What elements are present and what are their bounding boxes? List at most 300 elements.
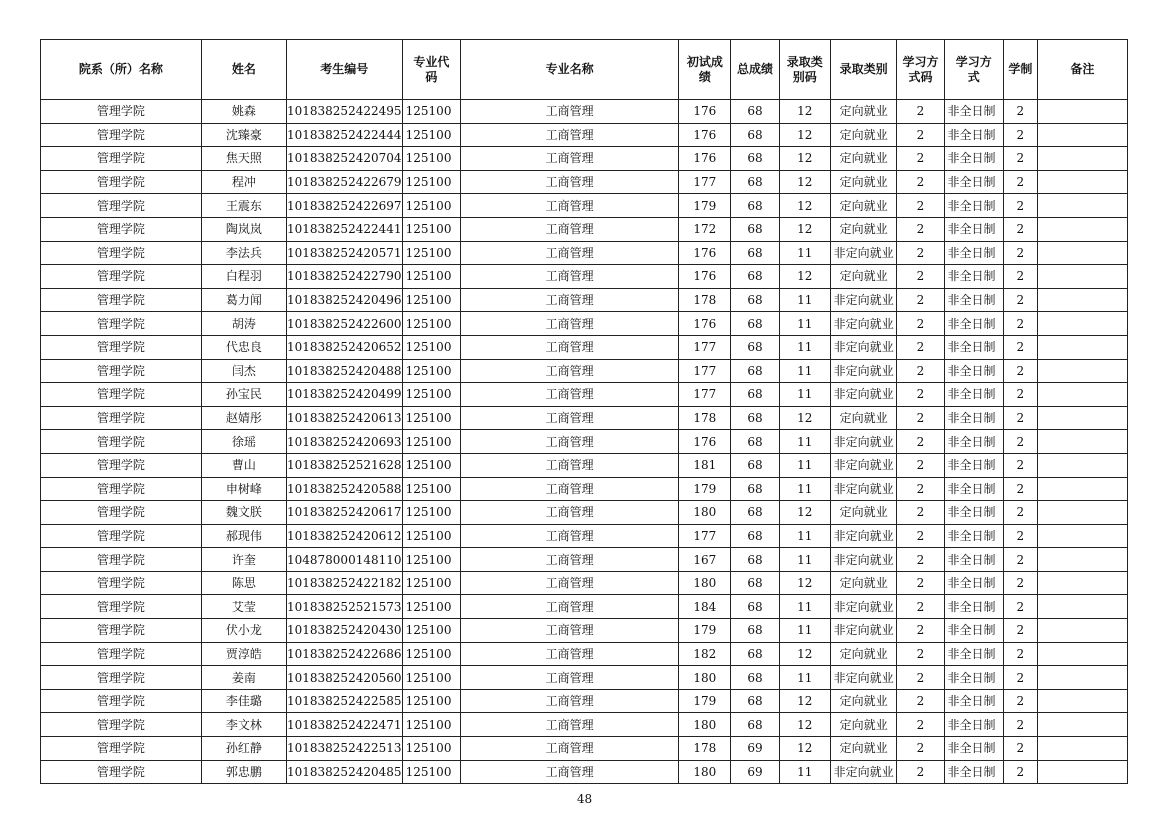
cell-years: 2 <box>1003 194 1037 218</box>
cell-initial-score: 178 <box>679 406 731 430</box>
cell-study-code: 2 <box>897 359 944 383</box>
cell-study-code: 2 <box>897 383 944 407</box>
cell-study-code: 2 <box>897 288 944 312</box>
cell-name: 姚森 <box>201 100 286 124</box>
cell-study-mode: 非全日制 <box>944 595 1003 619</box>
table-row <box>41 194 1128 218</box>
cell-study-mode: 非全日制 <box>944 241 1003 265</box>
cell-major-name: 工商管理 <box>461 501 679 525</box>
cell-study-mode: 非全日制 <box>944 501 1003 525</box>
cell-name: 徐瑶 <box>201 430 286 454</box>
cell-dept: 管理学院 <box>41 595 202 619</box>
cell-admit-code: 11 <box>779 666 830 690</box>
cell-exam-id: 101838252420704 <box>286 147 402 171</box>
cell-dept: 管理学院 <box>41 123 202 147</box>
cell-major-name: 工商管理 <box>461 383 679 407</box>
cell-study-code: 2 <box>897 241 944 265</box>
cell-study-mode: 非全日制 <box>944 147 1003 171</box>
table-row <box>41 430 1128 454</box>
cell-study-code: 2 <box>897 501 944 525</box>
cell-note <box>1037 359 1127 383</box>
cell-years: 2 <box>1003 453 1037 477</box>
cell-total-score: 68 <box>731 595 779 619</box>
table-row <box>41 123 1128 147</box>
cell-major-name: 工商管理 <box>461 217 679 241</box>
cell-dept: 管理学院 <box>41 619 202 643</box>
cell-major-code: 125100 <box>402 123 460 147</box>
cell-name: 艾莹 <box>201 595 286 619</box>
cell-exam-id: 101838252422444 <box>286 123 402 147</box>
cell-admit-code: 11 <box>779 595 830 619</box>
cell-admit-code: 12 <box>779 265 830 289</box>
cell-dept: 管理学院 <box>41 100 202 124</box>
cell-admit-type: 定向就业 <box>830 217 897 241</box>
cell-exam-id: 101838252420588 <box>286 477 402 501</box>
cell-years: 2 <box>1003 312 1037 336</box>
cell-name: 郝现伟 <box>201 524 286 548</box>
cell-study-mode: 非全日制 <box>944 666 1003 690</box>
cell-exam-id: 101838252420613 <box>286 406 402 430</box>
cell-study-code: 2 <box>897 666 944 690</box>
cell-initial-score: 176 <box>679 430 731 454</box>
cell-admit-type: 非定向就业 <box>830 548 897 572</box>
cell-note <box>1037 524 1127 548</box>
cell-admit-type: 非定向就业 <box>830 760 897 784</box>
cell-years: 2 <box>1003 619 1037 643</box>
cell-note <box>1037 241 1127 265</box>
table-row <box>41 501 1128 525</box>
cell-note <box>1037 312 1127 336</box>
cell-major-code: 125100 <box>402 312 460 336</box>
cell-major-name: 工商管理 <box>461 571 679 595</box>
cell-major-name: 工商管理 <box>461 288 679 312</box>
cell-major-name: 工商管理 <box>461 123 679 147</box>
cell-years: 2 <box>1003 335 1037 359</box>
cell-exam-id: 101838252420499 <box>286 383 402 407</box>
cell-exam-id: 101838252422182 <box>286 571 402 595</box>
cell-name: 李法兵 <box>201 241 286 265</box>
table-row <box>41 689 1128 713</box>
cell-study-code: 2 <box>897 217 944 241</box>
cell-dept: 管理学院 <box>41 713 202 737</box>
cell-dept: 管理学院 <box>41 406 202 430</box>
table-row <box>41 453 1128 477</box>
cell-note <box>1037 194 1127 218</box>
table-row <box>41 170 1128 194</box>
cell-admit-code: 12 <box>779 642 830 666</box>
cell-note <box>1037 595 1127 619</box>
cell-major-code: 125100 <box>402 217 460 241</box>
cell-admit-type: 非定向就业 <box>830 383 897 407</box>
cell-major-name: 工商管理 <box>461 312 679 336</box>
header-admit-type: 录取类别 <box>830 40 897 100</box>
cell-dept: 管理学院 <box>41 170 202 194</box>
cell-initial-score: 176 <box>679 147 731 171</box>
cell-years: 2 <box>1003 123 1037 147</box>
cell-total-score: 68 <box>731 194 779 218</box>
cell-total-score: 68 <box>731 453 779 477</box>
cell-years: 2 <box>1003 501 1037 525</box>
cell-major-code: 125100 <box>402 713 460 737</box>
cell-total-score: 68 <box>731 312 779 336</box>
cell-total-score: 68 <box>731 689 779 713</box>
cell-dept: 管理学院 <box>41 430 202 454</box>
cell-major-name: 工商管理 <box>461 760 679 784</box>
cell-study-code: 2 <box>897 430 944 454</box>
cell-study-code: 2 <box>897 477 944 501</box>
cell-admit-code: 12 <box>779 737 830 761</box>
cell-name: 赵婧彤 <box>201 406 286 430</box>
cell-name: 孙红静 <box>201 737 286 761</box>
cell-study-mode: 非全日制 <box>944 123 1003 147</box>
cell-years: 2 <box>1003 548 1037 572</box>
cell-initial-score: 181 <box>679 453 731 477</box>
header-admit-code: 录取类别码 <box>779 40 830 100</box>
cell-study-code: 2 <box>897 453 944 477</box>
cell-admit-type: 定向就业 <box>830 194 897 218</box>
cell-admit-type: 定向就业 <box>830 406 897 430</box>
cell-initial-score: 180 <box>679 666 731 690</box>
cell-admit-type: 定向就业 <box>830 689 897 713</box>
cell-admit-code: 11 <box>779 430 830 454</box>
table-row <box>41 217 1128 241</box>
cell-study-mode: 非全日制 <box>944 477 1003 501</box>
cell-name: 姜南 <box>201 666 286 690</box>
cell-study-mode: 非全日制 <box>944 100 1003 124</box>
cell-admit-code: 12 <box>779 713 830 737</box>
cell-admit-type: 定向就业 <box>830 713 897 737</box>
cell-name: 胡涛 <box>201 312 286 336</box>
table-row <box>41 713 1128 737</box>
cell-major-code: 125100 <box>402 194 460 218</box>
cell-major-code: 125100 <box>402 288 460 312</box>
cell-initial-score: 176 <box>679 312 731 336</box>
cell-years: 2 <box>1003 642 1037 666</box>
cell-dept: 管理学院 <box>41 571 202 595</box>
table-row <box>41 406 1128 430</box>
cell-initial-score: 177 <box>679 170 731 194</box>
cell-admit-type: 非定向就业 <box>830 335 897 359</box>
cell-note <box>1037 217 1127 241</box>
cell-admit-code: 11 <box>779 524 830 548</box>
cell-admit-type: 定向就业 <box>830 571 897 595</box>
cell-name: 孙宝民 <box>201 383 286 407</box>
cell-study-mode: 非全日制 <box>944 312 1003 336</box>
cell-total-score: 68 <box>731 288 779 312</box>
cell-initial-score: 177 <box>679 524 731 548</box>
cell-study-mode: 非全日制 <box>944 383 1003 407</box>
cell-exam-id: 101838252420430 <box>286 619 402 643</box>
cell-years: 2 <box>1003 713 1037 737</box>
cell-major-name: 工商管理 <box>461 524 679 548</box>
cell-exam-id: 101838252420496 <box>286 288 402 312</box>
cell-note <box>1037 100 1127 124</box>
cell-study-code: 2 <box>897 595 944 619</box>
cell-name: 白程羽 <box>201 265 286 289</box>
cell-note <box>1037 689 1127 713</box>
cell-years: 2 <box>1003 430 1037 454</box>
cell-exam-id: 101838252420571 <box>286 241 402 265</box>
cell-study-code: 2 <box>897 170 944 194</box>
cell-note <box>1037 406 1127 430</box>
cell-note <box>1037 501 1127 525</box>
header-major-name: 专业名称 <box>461 40 679 100</box>
cell-study-code: 2 <box>897 524 944 548</box>
cell-years: 2 <box>1003 689 1037 713</box>
cell-total-score: 68 <box>731 666 779 690</box>
cell-dept: 管理学院 <box>41 666 202 690</box>
cell-study-mode: 非全日制 <box>944 524 1003 548</box>
cell-years: 2 <box>1003 359 1037 383</box>
cell-initial-score: 176 <box>679 100 731 124</box>
cell-study-mode: 非全日制 <box>944 642 1003 666</box>
header-exam-id: 考生编号 <box>286 40 402 100</box>
cell-admit-code: 12 <box>779 194 830 218</box>
cell-name: 代忠良 <box>201 335 286 359</box>
table-row <box>41 548 1128 572</box>
cell-major-name: 工商管理 <box>461 359 679 383</box>
cell-study-code: 2 <box>897 265 944 289</box>
cell-major-code: 125100 <box>402 595 460 619</box>
table-row <box>41 571 1128 595</box>
cell-name: 许奎 <box>201 548 286 572</box>
cell-dept: 管理学院 <box>41 217 202 241</box>
cell-study-mode: 非全日制 <box>944 430 1003 454</box>
cell-total-score: 68 <box>731 548 779 572</box>
cell-initial-score: 178 <box>679 737 731 761</box>
cell-admit-code: 12 <box>779 123 830 147</box>
cell-dept: 管理学院 <box>41 689 202 713</box>
cell-exam-id: 101838252420488 <box>286 359 402 383</box>
cell-admit-code: 11 <box>779 619 830 643</box>
cell-admit-code: 11 <box>779 359 830 383</box>
cell-admit-type: 非定向就业 <box>830 595 897 619</box>
cell-name: 郭忠鹏 <box>201 760 286 784</box>
header-study-mode: 学习方式 <box>944 40 1003 100</box>
cell-total-score: 68 <box>731 265 779 289</box>
cell-exam-id: 101838252422513 <box>286 737 402 761</box>
cell-name: 李佳璐 <box>201 689 286 713</box>
cell-dept: 管理学院 <box>41 241 202 265</box>
cell-name: 魏文朕 <box>201 501 286 525</box>
cell-admit-type: 非定向就业 <box>830 666 897 690</box>
cell-initial-score: 172 <box>679 217 731 241</box>
cell-initial-score: 177 <box>679 335 731 359</box>
cell-years: 2 <box>1003 477 1037 501</box>
cell-admit-code: 12 <box>779 689 830 713</box>
cell-dept: 管理学院 <box>41 147 202 171</box>
table-row <box>41 359 1128 383</box>
cell-name: 申树峰 <box>201 477 286 501</box>
cell-exam-id: 101838252422697 <box>286 194 402 218</box>
cell-admit-type: 定向就业 <box>830 642 897 666</box>
cell-study-mode: 非全日制 <box>944 217 1003 241</box>
cell-admit-code: 11 <box>779 312 830 336</box>
cell-admit-type: 定向就业 <box>830 265 897 289</box>
header-major-code: 专业代码 <box>402 40 460 100</box>
cell-dept: 管理学院 <box>41 477 202 501</box>
cell-admit-code: 12 <box>779 571 830 595</box>
cell-total-score: 68 <box>731 477 779 501</box>
cell-study-mode: 非全日制 <box>944 760 1003 784</box>
cell-study-mode: 非全日制 <box>944 194 1003 218</box>
cell-admit-type: 定向就业 <box>830 100 897 124</box>
cell-note <box>1037 619 1127 643</box>
cell-dept: 管理学院 <box>41 288 202 312</box>
cell-total-score: 68 <box>731 170 779 194</box>
cell-years: 2 <box>1003 265 1037 289</box>
cell-major-code: 125100 <box>402 359 460 383</box>
cell-note <box>1037 737 1127 761</box>
table-header <box>41 40 1128 100</box>
cell-note <box>1037 453 1127 477</box>
cell-total-score: 68 <box>731 335 779 359</box>
cell-major-name: 工商管理 <box>461 642 679 666</box>
header-note: 备注 <box>1037 40 1127 100</box>
cell-total-score: 68 <box>731 123 779 147</box>
table-row <box>41 147 1128 171</box>
cell-note <box>1037 571 1127 595</box>
cell-major-code: 125100 <box>402 737 460 761</box>
cell-total-score: 68 <box>731 430 779 454</box>
cell-initial-score: 176 <box>679 265 731 289</box>
cell-name: 贾淳皓 <box>201 642 286 666</box>
cell-study-mode: 非全日制 <box>944 689 1003 713</box>
cell-note <box>1037 477 1127 501</box>
cell-years: 2 <box>1003 288 1037 312</box>
cell-years: 2 <box>1003 217 1037 241</box>
cell-exam-id: 101838252521573 <box>286 595 402 619</box>
cell-study-mode: 非全日制 <box>944 265 1003 289</box>
table-row <box>41 524 1128 548</box>
header-years: 学制 <box>1003 40 1037 100</box>
cell-study-mode: 非全日制 <box>944 713 1003 737</box>
cell-study-mode: 非全日制 <box>944 335 1003 359</box>
cell-study-code: 2 <box>897 642 944 666</box>
cell-exam-id: 101838252422686 <box>286 642 402 666</box>
cell-major-name: 工商管理 <box>461 453 679 477</box>
cell-major-code: 125100 <box>402 760 460 784</box>
cell-total-score: 69 <box>731 737 779 761</box>
header-study-code: 学习方式码 <box>897 40 944 100</box>
cell-study-mode: 非全日制 <box>944 619 1003 643</box>
cell-major-name: 工商管理 <box>461 194 679 218</box>
cell-total-score: 68 <box>731 100 779 124</box>
cell-note <box>1037 335 1127 359</box>
cell-name: 王震东 <box>201 194 286 218</box>
cell-exam-id: 101838252422495 <box>286 100 402 124</box>
cell-major-code: 125100 <box>402 100 460 124</box>
cell-study-mode: 非全日制 <box>944 359 1003 383</box>
table-body <box>41 100 1128 784</box>
table-row <box>41 477 1128 501</box>
cell-study-code: 2 <box>897 713 944 737</box>
cell-years: 2 <box>1003 100 1037 124</box>
cell-exam-id: 101838252422679 <box>286 170 402 194</box>
cell-major-code: 125100 <box>402 477 460 501</box>
cell-admit-code: 12 <box>779 147 830 171</box>
cell-admit-type: 非定向就业 <box>830 477 897 501</box>
cell-major-code: 125100 <box>402 501 460 525</box>
cell-note <box>1037 642 1127 666</box>
cell-major-name: 工商管理 <box>461 241 679 265</box>
cell-total-score: 69 <box>731 760 779 784</box>
cell-admit-code: 11 <box>779 383 830 407</box>
table-row <box>41 642 1128 666</box>
cell-major-code: 125100 <box>402 689 460 713</box>
cell-initial-score: 178 <box>679 288 731 312</box>
cell-dept: 管理学院 <box>41 312 202 336</box>
cell-study-mode: 非全日制 <box>944 288 1003 312</box>
cell-admit-code: 11 <box>779 548 830 572</box>
cell-name: 李文林 <box>201 713 286 737</box>
cell-dept: 管理学院 <box>41 760 202 784</box>
cell-admit-type: 定向就业 <box>830 737 897 761</box>
cell-total-score: 68 <box>731 359 779 383</box>
cell-dept: 管理学院 <box>41 335 202 359</box>
cell-major-name: 工商管理 <box>461 265 679 289</box>
cell-initial-score: 182 <box>679 642 731 666</box>
cell-major-code: 125100 <box>402 241 460 265</box>
header-dept: 院系（所）名称 <box>41 40 202 100</box>
cell-exam-id: 101838252420693 <box>286 430 402 454</box>
cell-major-name: 工商管理 <box>461 737 679 761</box>
cell-study-code: 2 <box>897 335 944 359</box>
cell-note <box>1037 170 1127 194</box>
cell-exam-id: 101838252420485 <box>286 760 402 784</box>
cell-major-name: 工商管理 <box>461 548 679 572</box>
cell-initial-score: 176 <box>679 241 731 265</box>
cell-study-code: 2 <box>897 760 944 784</box>
cell-name: 焦天照 <box>201 147 286 171</box>
cell-exam-id: 101838252420652 <box>286 335 402 359</box>
cell-years: 2 <box>1003 170 1037 194</box>
cell-total-score: 68 <box>731 217 779 241</box>
table-row <box>41 383 1128 407</box>
cell-major-code: 125100 <box>402 147 460 171</box>
cell-years: 2 <box>1003 595 1037 619</box>
cell-study-code: 2 <box>897 123 944 147</box>
cell-note <box>1037 548 1127 572</box>
cell-admit-type: 非定向就业 <box>830 619 897 643</box>
cell-note <box>1037 760 1127 784</box>
cell-years: 2 <box>1003 571 1037 595</box>
cell-dept: 管理学院 <box>41 359 202 383</box>
cell-admit-type: 定向就业 <box>830 170 897 194</box>
cell-major-code: 125100 <box>402 666 460 690</box>
cell-name: 程冲 <box>201 170 286 194</box>
cell-total-score: 68 <box>731 524 779 548</box>
table-row <box>41 100 1128 124</box>
cell-name: 曹山 <box>201 453 286 477</box>
cell-study-code: 2 <box>897 406 944 430</box>
cell-dept: 管理学院 <box>41 383 202 407</box>
cell-study-mode: 非全日制 <box>944 571 1003 595</box>
cell-initial-score: 184 <box>679 595 731 619</box>
table-row <box>41 619 1128 643</box>
cell-major-name: 工商管理 <box>461 335 679 359</box>
cell-exam-id: 101838252422585 <box>286 689 402 713</box>
cell-major-code: 125100 <box>402 642 460 666</box>
cell-admit-code: 11 <box>779 477 830 501</box>
cell-admit-code: 11 <box>779 241 830 265</box>
cell-study-code: 2 <box>897 619 944 643</box>
cell-dept: 管理学院 <box>41 501 202 525</box>
cell-dept: 管理学院 <box>41 265 202 289</box>
admission-table <box>40 39 1128 784</box>
cell-admit-code: 12 <box>779 100 830 124</box>
cell-note <box>1037 666 1127 690</box>
